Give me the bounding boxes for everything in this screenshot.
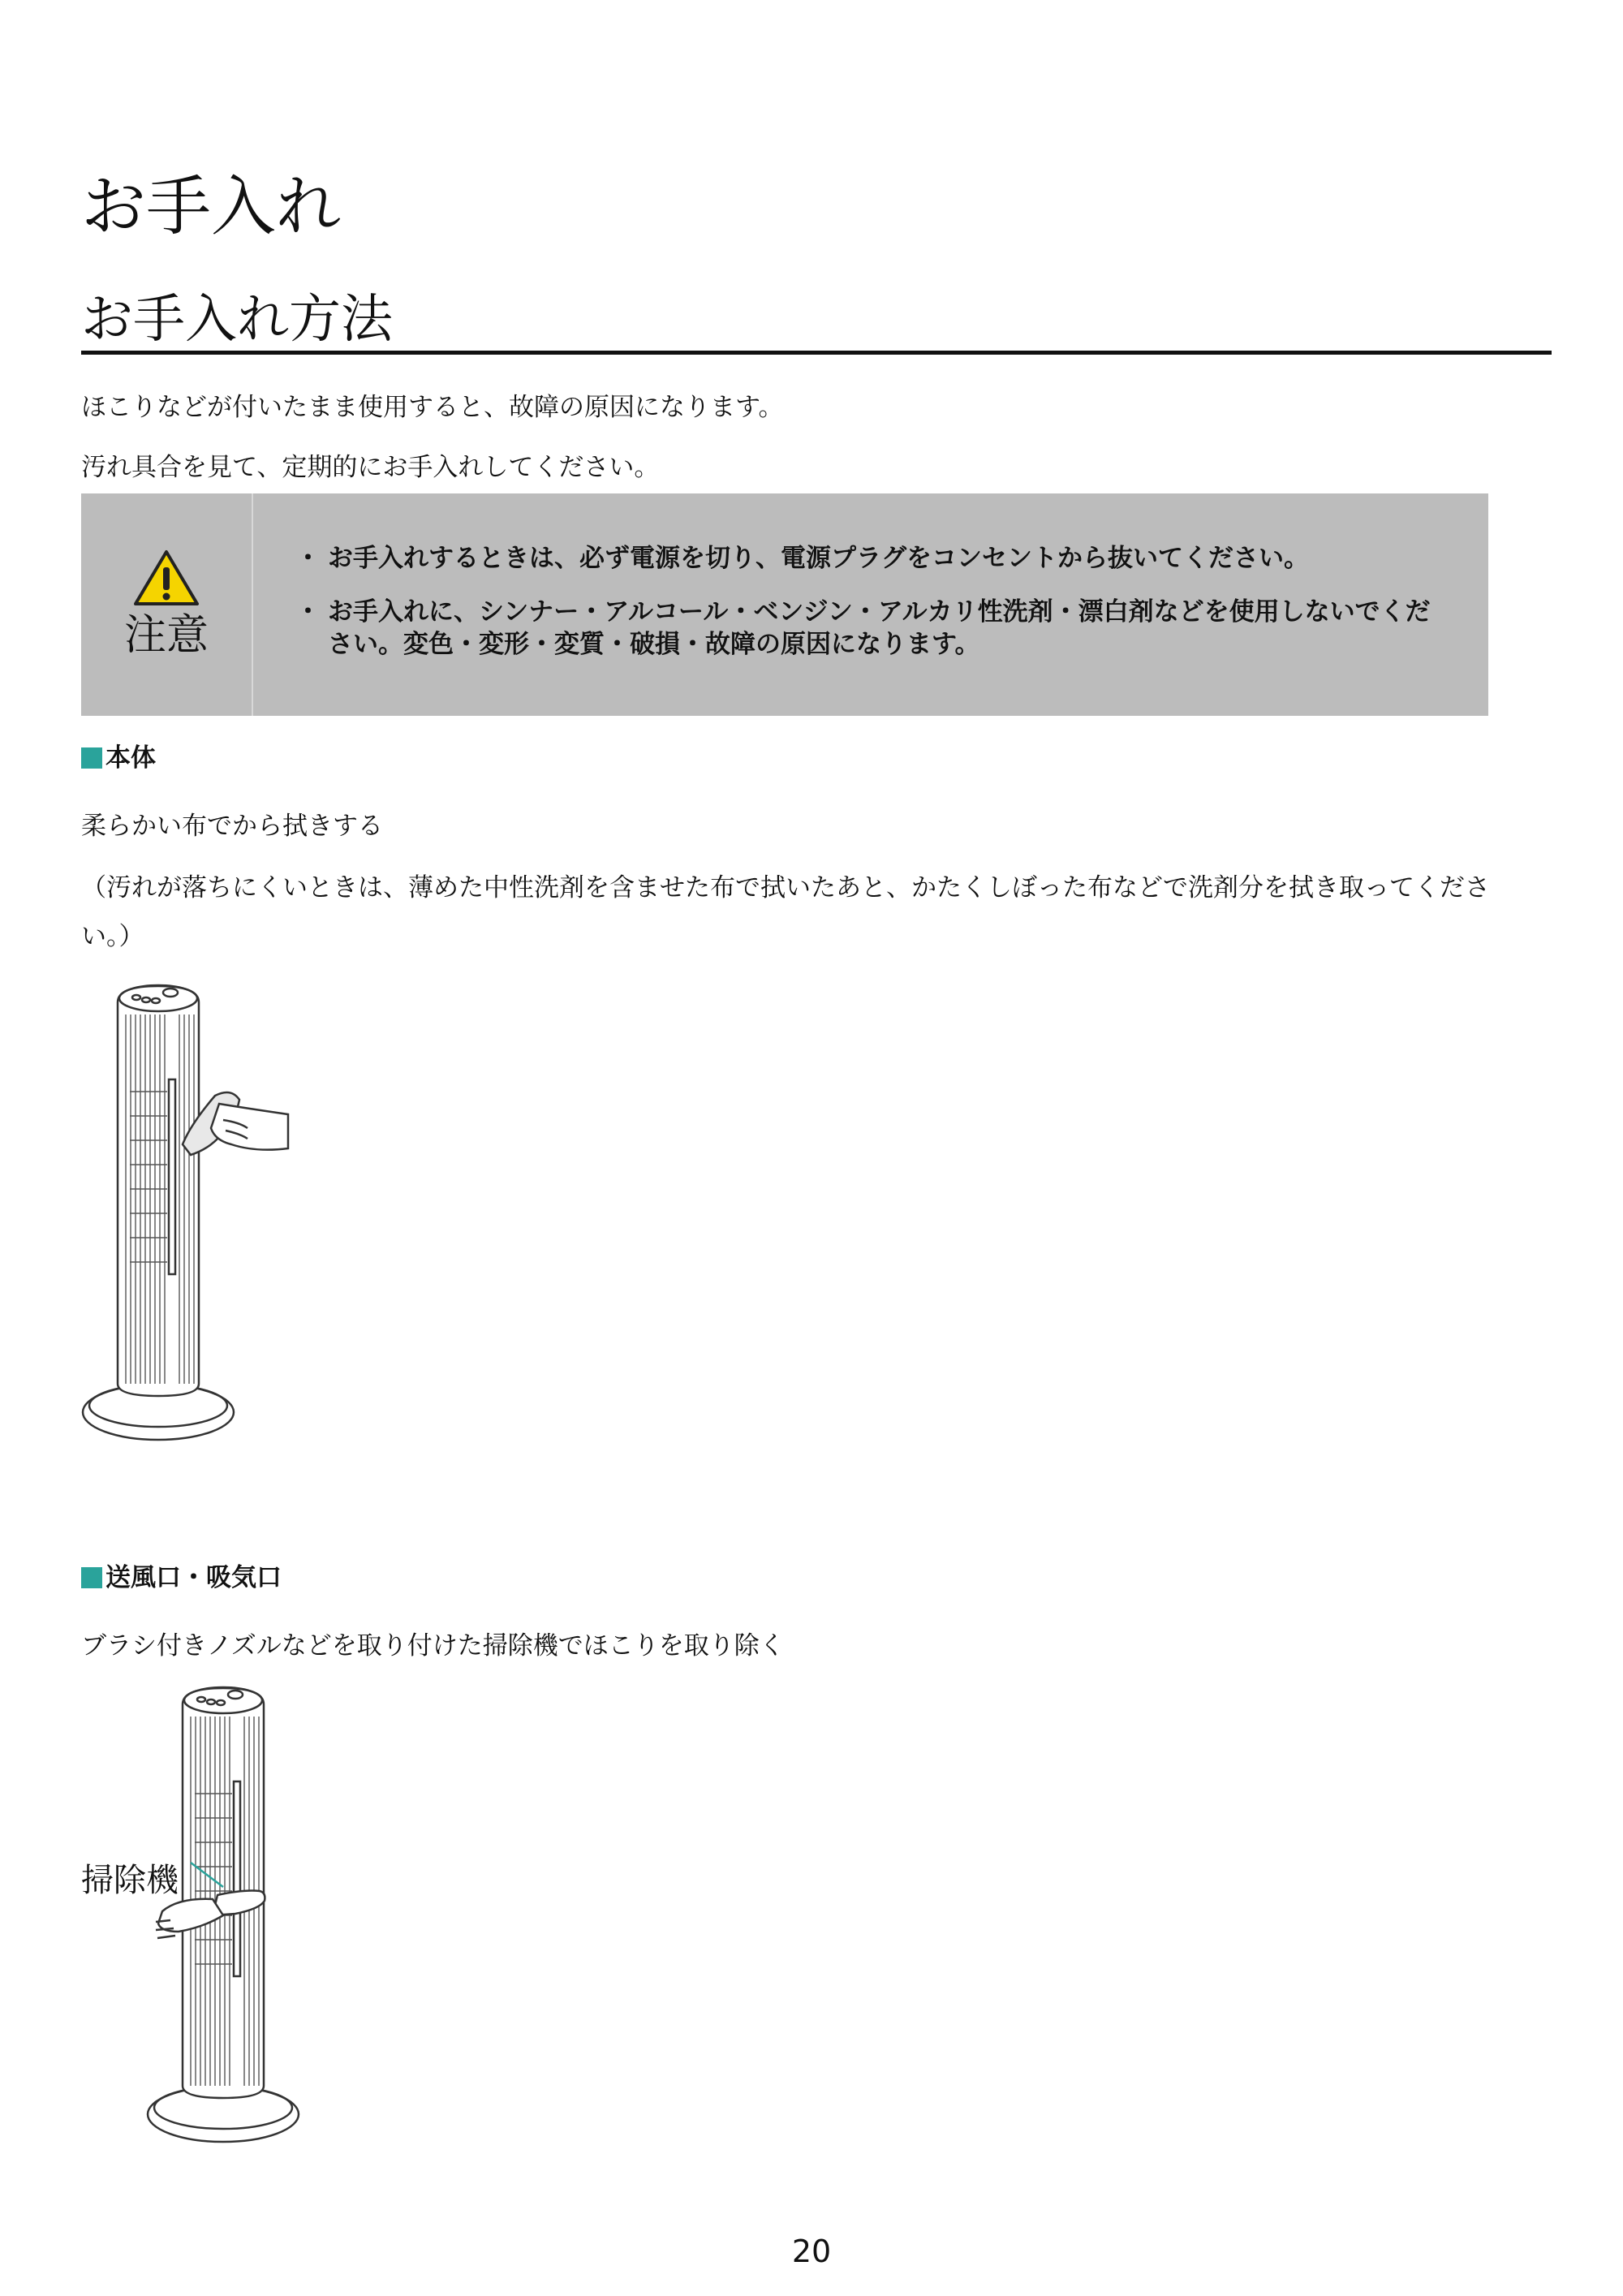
page-title: お手入れ (81, 169, 341, 244)
section-marker-icon (81, 1567, 102, 1588)
section-body-text: ブラシ付きノズルなどを取り付けた掃除機でほこりを取り除く (81, 1631, 785, 1661)
caution-item: ・ お手入れするときは、必ず電源を切り、電源プラグをコンセントから抜いてください。 (295, 544, 1309, 573)
section-title-rule (81, 351, 1552, 355)
caution-list (253, 493, 1488, 716)
caution-badge (81, 493, 253, 716)
section-heading-text: 送風口・吸気口 (105, 1563, 282, 1592)
vacuum-nozzle-illustration (146, 1850, 284, 1948)
section-body-note: （汚れが落ちにくいときは、薄めた中性洗剤を含ませた布で拭いたあと、かたくしぼった布などで洗剤分を拭き取ってくださ い。） (81, 873, 1490, 951)
caution-label: 注意 (123, 611, 209, 660)
vacuum-label: 掃除機 (81, 1862, 179, 1899)
section-heading-body (81, 742, 156, 774)
caution-item-text: お手入れに、シンナー・アルコール・ベンジン・アルカリ性洗剤・漂白剤などを使用しないでくだ さい。変色・変形・変質・破損・故障の原因になります。 (328, 597, 1431, 659)
intro-line-2: 汚れ具合を見て、定期的にお手入れしてください。 (81, 453, 660, 482)
fan-wiping-illustration (81, 978, 300, 1449)
caution-item: ・ お手入れに、シンナー・アルコール・ベンジン・アルカリ性洗剤・漂白剤などを使用しないでくだ さい。変色・変形・変質・破損・故障の原因になります。 (295, 597, 1431, 659)
section-title: お手入れ方法 (81, 290, 393, 350)
section-heading-vents (81, 1562, 282, 1594)
intro-line-1: ほこりなどが付いたまま使用すると、故障の原因になります。 (81, 393, 784, 422)
section-body-text: 柔らかい布でから拭きする (81, 812, 383, 841)
caution-item-text: お手入れするときは、必ず電源を切り、電源プラグをコンセントから抜いてください。 (328, 544, 1309, 573)
page-number: 20 (791, 2234, 832, 2269)
warning-triangle-icon (133, 549, 200, 606)
section-marker-icon (81, 747, 102, 769)
caution-box (81, 493, 1488, 716)
section-heading-text: 本体 (105, 743, 156, 773)
